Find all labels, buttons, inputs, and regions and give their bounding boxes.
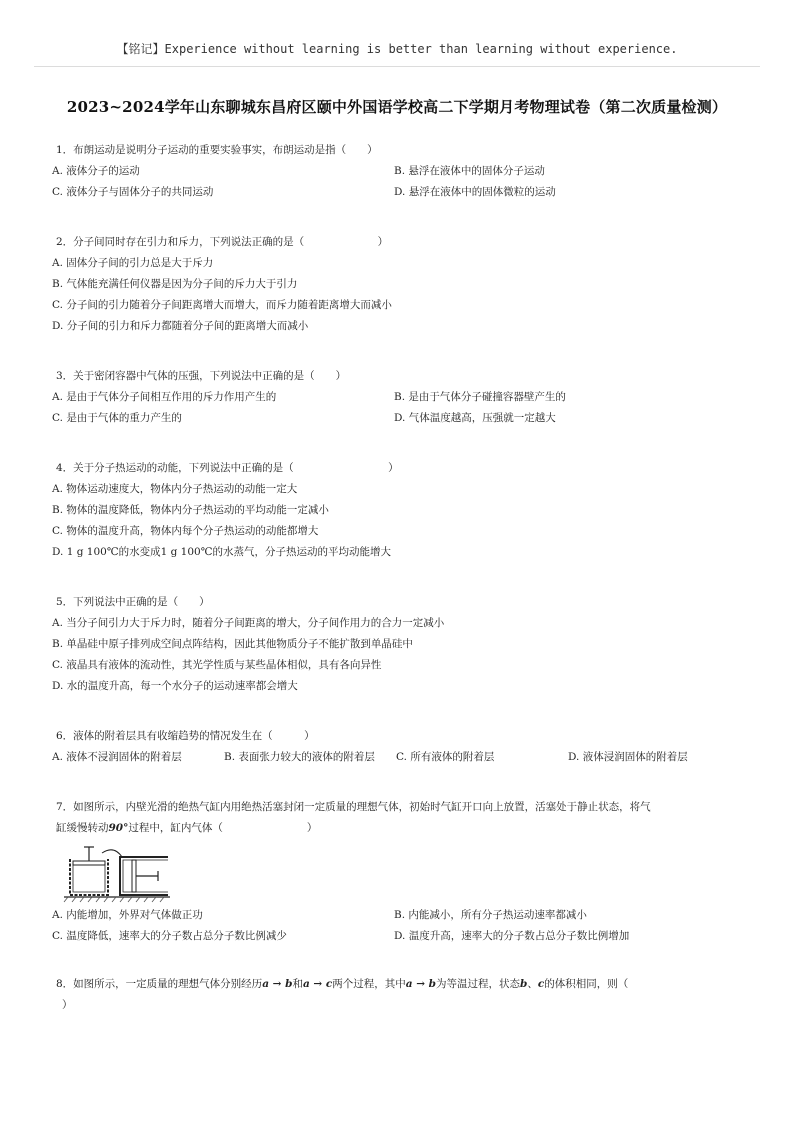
question-2-option-c[interactable]: C. 分子间的引力随着分子间距离增大而增大，而斥力随着距离增大而减小 [52,299,392,311]
question-8-separator: 、 [527,978,538,990]
question-2-option-a[interactable]: A. 固体分子间的引力总是大于斥力 [52,257,214,269]
question-7-option-d[interactable]: D. 温度升高，速率大的分子数占总分子数比例增加 [394,930,630,942]
question-6-option-b[interactable]: B. 表面张力较大的液体的附着层 [224,751,375,763]
question-1-option-d[interactable]: D. 悬浮在液体中的固体微粒的运动 [394,186,556,198]
motto-header: 【铭记】Experience without learning is better than learning without experience. [116,42,678,56]
question-3-options-row-1 [52,387,752,408]
question-3-option-c[interactable]: C. 是由于气体的重力产生的 [52,412,182,424]
question-6-option-a[interactable]: A. 液体不浸润固体的附着层 [52,751,182,763]
header-divider [34,66,760,67]
question-1-option-a[interactable]: A. 液体分子的运动 [52,165,140,177]
question-2-stem: 2．分子间同时存在引力和斥力，下列说法正确的是（ ） [56,236,389,248]
question-2-option-d[interactable]: D. 分子间的引力和斥力都随着分子间的距离增大而减小 [52,320,309,332]
question-4-option-c[interactable]: C. 物体的温度升高，物体内每个分子热运动的动能都增大 [52,525,319,537]
question-4-stem: 4．关于分子热运动的动能，下列说法中正确的是（ ） [56,462,399,474]
question-2-option-b[interactable]: B. 气体能充满任何仪器是因为分子间的斥力大于引力 [52,278,298,290]
question-6-stem: 6．液体的附着层具有收缩趋势的情况发生在（ ） [56,730,315,742]
cylinder-rotation-svg [62,843,172,903]
question-5-stem: 5．下列说法中正确的是（ ） [56,596,210,608]
question-1-stem: 1．布朗运动是说明分子运动的重要实验事实，布朗运动是指（ ） [56,144,378,156]
question-2 [52,232,752,337]
question-8-stem-part4: 为等温过程，状态 [436,978,521,990]
question-7-angle: 90° [108,822,129,834]
question-4-option-a[interactable]: A. 物体运动速度大，物体内分子热运动的动能一定大 [52,483,298,495]
question-7-options-row-2 [52,926,752,947]
question-6-option-c[interactable]: C. 所有液体的附着层 [396,751,495,763]
question-8-state-c: c [537,978,545,990]
question-6-option-d[interactable]: D. 液体浸润固体的附着层 [568,751,688,763]
question-3-option-a[interactable]: A. 是由于气体分子间相互作用的斥力作用产生的 [52,391,277,403]
question-3-options-row-2 [52,408,752,429]
question-6 [52,726,752,768]
question-1 [52,140,752,203]
question-8-stem-part1: 8．如图所示，一定质量的理想气体分别经历 [56,978,263,990]
question-4-option-d[interactable]: D. 1 g 100℃的水变成1 g 100℃的水蒸气，分子热运动的平均动能增大 [52,546,391,558]
question-5 [52,592,752,697]
question-1-option-c[interactable]: C. 液体分子与固体分子的共同运动 [52,186,214,198]
question-3 [52,366,752,429]
question-8 [52,974,752,1016]
question-8-stem [56,974,752,1016]
question-7-options-row-1 [52,905,752,926]
question-7 [52,797,752,947]
cylinder-rotation-figure [62,843,172,903]
question-5-option-b[interactable]: B. 单晶硅中原子排列成空间点阵结构，因此其他物质分子不能扩散到单晶硅中 [52,638,413,650]
question-4 [52,458,752,563]
question-list [52,140,752,1016]
page-title: 2023~2024学年山东聊城东昌府区颐中外国语学校高二下学期月考物理试卷（第二次质量检测） [66,98,728,116]
question-1-option-b[interactable]: B. 悬浮在液体中的固体分子运动 [394,165,545,177]
question-8-stem-part3: 两个过程，其中 [332,978,406,990]
question-7-stem-part3: 过程中，缸内气体（ ） [128,822,318,834]
question-5-option-c[interactable]: C. 液晶具有液体的流动性，其光学性质与某些晶体相似，具有各向异性 [52,659,382,671]
question-8-process-1: a → b [262,978,293,990]
question-5-option-a[interactable]: A. 当分子间引力大于斥力时，随着分子间距离的增大，分子间作用力的合力一定减小 [52,617,445,629]
question-7-stem-part1: 7．如图所示，内壁光滑的绝热气缸内用绝热活塞封闭一定质量的理想气体，初始时气缸开口向上放置，活塞处于静止状态，将气 [56,801,651,813]
question-1-options-row-2 [52,182,752,203]
question-7-stem [56,797,752,839]
question-7-stem-part2: 缸缓慢转动 [56,822,109,834]
question-8-stem-part2: 和 [292,978,303,990]
question-4-option-b[interactable]: B. 物体的温度降低，物体内分子热运动的平均动能一定减小 [52,504,329,516]
question-6-options-row [52,747,752,768]
question-8-process-3: a → b [405,978,437,990]
question-3-option-b[interactable]: B. 是由于气体分子碰撞容器壁产生的 [394,391,566,403]
question-8-stem-part6: ） [62,999,73,1011]
question-5-option-d[interactable]: D. 水的温度升高，每一个水分子的运动速率都会增大 [52,680,298,692]
question-8-stem-part5: 的体积相同，则（ [544,978,629,990]
question-7-option-a[interactable]: A. 内能增加，外界对气体做正功 [52,909,203,921]
question-8-state-b: b [520,978,528,990]
question-3-stem: 3．关于密闭容器中气体的压强，下列说法中正确的是（ ） [56,370,347,382]
question-7-option-b[interactable]: B. 内能减小，所有分子热运动速率都减小 [394,909,587,921]
question-1-options-row-1 [52,161,752,182]
question-7-option-c[interactable]: C. 温度降低，速率大的分子数占总分子数比例减少 [52,930,287,942]
question-8-process-2: a → c [302,978,333,990]
question-3-option-d[interactable]: D. 气体温度越高，压强就一定越大 [394,412,556,424]
